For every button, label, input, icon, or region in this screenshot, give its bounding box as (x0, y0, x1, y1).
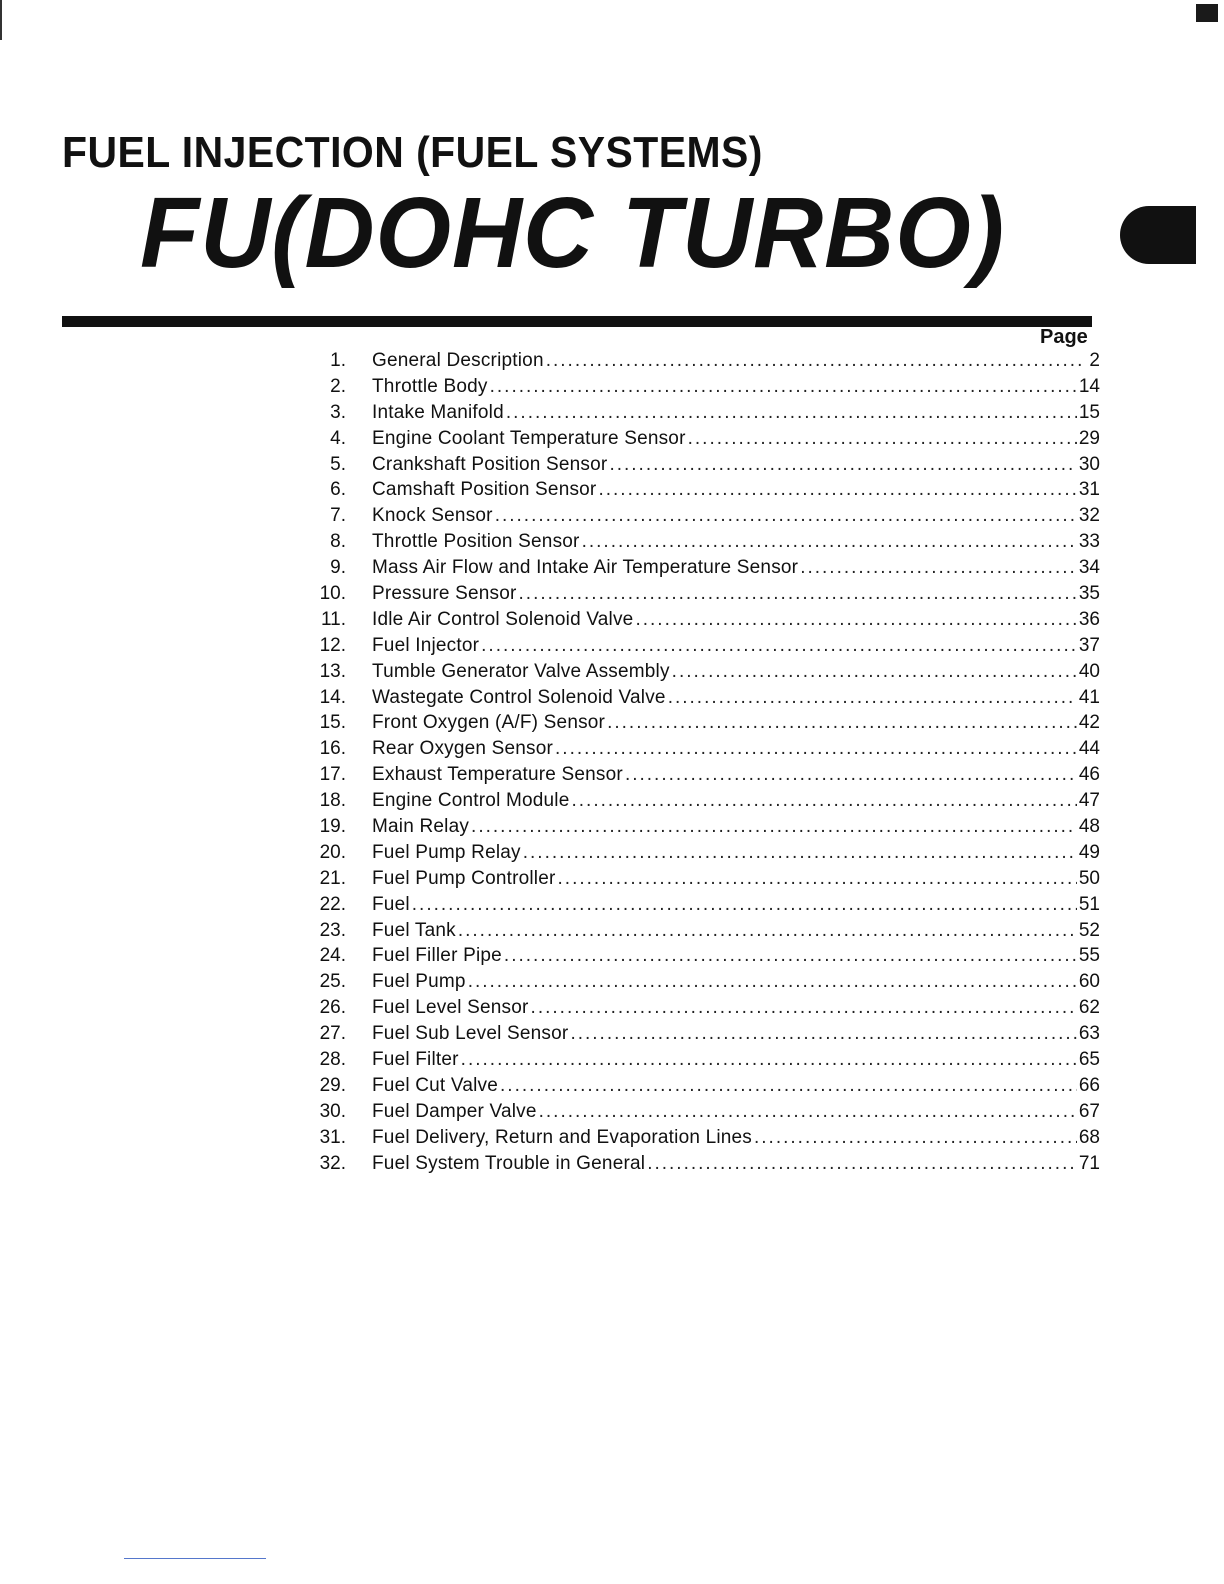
toc-entry-title: Fuel Delivery, Return and Evaporation Lines (372, 1126, 752, 1148)
toc-entry-page: 47 (1078, 790, 1100, 812)
toc-entry-page: 41 (1078, 686, 1100, 708)
toc-entry-page: 37 (1078, 634, 1100, 656)
toc-entry-page: 33 (1078, 531, 1100, 553)
corner-registration-mark (1196, 4, 1218, 22)
toc-entry-number: 32. (319, 1152, 346, 1174)
toc-entry-number: 22. (319, 893, 346, 915)
toc-entry[interactable] (300, 454, 1100, 480)
toc-entry-page: 34 (1078, 557, 1100, 579)
toc-entry-page: 49 (1078, 841, 1100, 863)
toc-entry-number: 29. (319, 1074, 346, 1096)
toc-entry[interactable] (300, 945, 1100, 971)
section-tab-marker (1120, 206, 1196, 264)
toc-entry[interactable] (300, 1127, 1100, 1153)
toc-entry-number: 13. (319, 660, 346, 682)
toc-entry-title: Engine Control Module (372, 790, 570, 812)
toc-entry[interactable] (300, 402, 1100, 428)
toc-entry[interactable] (300, 350, 1100, 376)
toc-entry[interactable] (300, 1101, 1100, 1127)
toc-entry-page: 63 (1078, 1023, 1100, 1045)
toc-dot-leader (412, 894, 1077, 916)
toc-entry[interactable] (300, 505, 1100, 531)
toc-entry-title: Fuel Pump Controller (372, 867, 556, 889)
toc-entry-page: 15 (1078, 401, 1100, 423)
toc-entry-number: 23. (319, 919, 346, 941)
toc-entry-title: Fuel System Trouble in General (372, 1152, 646, 1174)
toc-entry-page: 30 (1078, 453, 1100, 475)
toc-entry-page: 32 (1078, 505, 1100, 527)
toc-entry-title: Rear Oxygen Sensor (372, 738, 554, 760)
toc-entry-title: Fuel Damper Valve (372, 1100, 537, 1122)
toc-entry-page: 62 (1078, 997, 1100, 1019)
toc-entry-page: 14 (1078, 375, 1100, 397)
toc-entry[interactable] (300, 997, 1100, 1023)
toc-entry-title: Pressure Sensor (372, 583, 517, 605)
toc-dot-leader (570, 1023, 1076, 1045)
toc-entry-page: 35 (1078, 583, 1100, 605)
subsection-title: FU(DOHC TURBO) (140, 177, 1005, 289)
toc-entry-number: 4. (330, 427, 346, 449)
toc-entry-title: Front Oxygen (A/F) Sensor (372, 712, 606, 734)
toc-entry[interactable] (300, 920, 1100, 946)
toc-entry-title: Knock Sensor (372, 505, 493, 527)
toc-dot-leader (481, 635, 1077, 657)
toc-dot-leader (539, 1101, 1077, 1123)
toc-entry-title: Fuel Injector (372, 634, 480, 656)
toc-entry-page: 51 (1078, 893, 1100, 915)
toc-entry[interactable] (300, 531, 1100, 557)
page-column-label: Page (1040, 326, 1088, 348)
toc-entry-title: Fuel Pump (372, 971, 466, 993)
toc-entry-title: Fuel Sub Level Sensor (372, 1023, 569, 1045)
toc-entry[interactable] (300, 661, 1100, 687)
toc-entry-title: Throttle Body (372, 375, 488, 397)
toc-entry-title: Fuel Pump Relay (372, 841, 521, 863)
toc-entry[interactable] (300, 764, 1100, 790)
toc-dot-leader (500, 1075, 1077, 1097)
toc-entry[interactable] (300, 583, 1100, 609)
toc-entry-page: 65 (1078, 1049, 1100, 1071)
toc-entry-page: 60 (1078, 971, 1100, 993)
toc-entry[interactable] (300, 712, 1100, 738)
toc-entry-number: 30. (319, 1100, 346, 1122)
toc-dot-leader (609, 454, 1076, 476)
toc-entry-number: 3. (330, 401, 346, 423)
toc-entry-number: 1. (330, 350, 346, 371)
title-divider (62, 316, 1092, 327)
toc-entry-number: 16. (319, 738, 346, 760)
toc-entry-title: Fuel Filler Pipe (372, 945, 502, 967)
toc-entry-title: Fuel Tank (372, 919, 456, 941)
toc-dot-leader (458, 920, 1077, 942)
toc-entry[interactable] (300, 1075, 1100, 1101)
toc-dot-leader (672, 661, 1077, 683)
toc-entry-number: 27. (319, 1023, 346, 1045)
toc-entry-number: 19. (319, 816, 346, 838)
toc-entry-title: Idle Air Control Solenoid Valve (372, 608, 634, 630)
toc-dot-leader (468, 971, 1077, 993)
toc-entry-title: Wastegate Control Solenoid Valve (372, 686, 666, 708)
toc-dot-leader (531, 997, 1077, 1019)
toc-entry-number: 11. (320, 608, 346, 630)
toc-entry[interactable] (300, 428, 1100, 454)
toc-entry-number: 5. (330, 453, 346, 475)
toc-entry-number: 24. (319, 945, 346, 967)
toc-entry-number: 10. (319, 583, 346, 605)
toc-dot-leader (582, 531, 1077, 553)
toc-entry-page: 40 (1078, 660, 1100, 682)
toc-entry[interactable] (300, 376, 1100, 402)
toc-entry-number: 17. (319, 764, 346, 786)
toc-entry-title: General Description (372, 350, 544, 371)
toc-entry-title: Exhaust Temperature Sensor (372, 764, 623, 786)
toc-entry-title: Camshaft Position Sensor (372, 479, 597, 501)
toc-dot-leader (461, 1049, 1077, 1071)
scan-edge-mark (0, 0, 2, 40)
toc-dot-leader (490, 376, 1077, 398)
toc-dot-leader (688, 428, 1077, 450)
toc-dot-leader (647, 1153, 1077, 1175)
toc-entry-number: 20. (319, 841, 346, 863)
section-title: FUEL INJECTION (FUEL SYSTEMS) (62, 128, 763, 177)
toc-entry-number: 28. (319, 1049, 346, 1071)
toc-entry[interactable] (300, 971, 1100, 997)
toc-entry[interactable] (300, 790, 1100, 816)
toc-entry-title: Mass Air Flow and Intake Air Temperature Sensor (372, 557, 799, 579)
toc-entry-number: 6. (330, 479, 346, 501)
toc-entry-page: 2 (1089, 350, 1100, 371)
toc-dot-leader (625, 764, 1077, 786)
toc-entry[interactable] (300, 635, 1100, 661)
toc-entry-number: 18. (319, 790, 346, 812)
toc-entry[interactable] (300, 687, 1100, 713)
toc-entry[interactable] (300, 557, 1100, 583)
toc-entry-page: 68 (1078, 1126, 1100, 1148)
toc-entry-number: 21. (319, 867, 346, 889)
toc-entry-page: 31 (1078, 479, 1100, 501)
toc-entry-page: 66 (1078, 1074, 1100, 1096)
toc-entry-title: Main Relay (372, 816, 470, 838)
toc-entry-title: Fuel Level Sensor (372, 997, 529, 1019)
toc-dot-leader (635, 609, 1076, 631)
toc-dot-leader (668, 687, 1077, 709)
table-of-contents (300, 350, 1100, 1179)
toc-entry-title: Intake Manifold (372, 401, 504, 423)
toc-entry-number: 15. (319, 712, 346, 734)
toc-dot-leader (555, 738, 1077, 760)
toc-entry-page: 71 (1078, 1152, 1100, 1174)
toc-entry-number: 25. (319, 971, 346, 993)
toc-entry-number: 8. (330, 531, 346, 553)
toc-dot-leader (471, 816, 1077, 838)
toc-entry-page: 42 (1078, 712, 1100, 734)
toc-entry[interactable] (300, 479, 1100, 505)
toc-entry[interactable] (300, 1153, 1100, 1179)
toc-dot-leader (558, 868, 1077, 890)
toc-dot-leader (504, 945, 1077, 967)
toc-entry-page: 50 (1078, 867, 1100, 889)
toc-entry-title: Tumble Generator Valve Assembly (372, 660, 670, 682)
toc-entry-page: 67 (1078, 1100, 1100, 1122)
toc-entry-page: 55 (1078, 945, 1100, 967)
toc-dot-leader (506, 402, 1077, 424)
bottom-rule (124, 1558, 266, 1559)
toc-dot-leader (523, 842, 1077, 864)
toc-entry-number: 2. (330, 375, 346, 397)
toc-entry-page: 48 (1078, 816, 1100, 838)
toc-entry[interactable] (300, 1023, 1100, 1049)
toc-entry-number: 7. (330, 505, 346, 527)
toc-dot-leader (754, 1127, 1077, 1149)
toc-dot-leader (800, 557, 1077, 579)
toc-dot-leader (546, 350, 1084, 372)
toc-dot-leader (495, 505, 1077, 527)
toc-entry-title: Fuel Cut Valve (372, 1074, 499, 1096)
toc-dot-leader (607, 712, 1077, 734)
toc-entry-title: Throttle Position Sensor (372, 531, 580, 553)
toc-entry-page: 44 (1078, 738, 1100, 760)
toc-entry-page: 46 (1078, 764, 1100, 786)
toc-entry-number: 26. (319, 997, 346, 1019)
toc-dot-leader (519, 583, 1077, 605)
toc-entry-title: Crankshaft Position Sensor (372, 453, 608, 475)
toc-entry[interactable] (300, 816, 1100, 842)
toc-entry-title: Engine Coolant Temperature Sensor (372, 427, 686, 449)
toc-entry-title: Fuel (372, 893, 410, 915)
toc-dot-leader (598, 479, 1076, 501)
toc-entry-page: 36 (1078, 608, 1100, 630)
toc-entry-page: 29 (1078, 427, 1100, 449)
toc-entry[interactable] (300, 738, 1100, 764)
toc-entry[interactable] (300, 1049, 1100, 1075)
toc-entry-number: 9. (330, 557, 346, 579)
toc-entry[interactable] (300, 868, 1100, 894)
toc-entry[interactable] (300, 894, 1100, 920)
toc-entry[interactable] (300, 609, 1100, 635)
toc-entry-title: Fuel Filter (372, 1049, 459, 1071)
toc-entry[interactable] (300, 842, 1100, 868)
toc-entry-number: 14. (319, 686, 346, 708)
toc-entry-number: 12. (319, 634, 346, 656)
toc-entry-page: 52 (1078, 919, 1100, 941)
toc-dot-leader (571, 790, 1076, 812)
toc-entry-number: 31. (319, 1126, 346, 1148)
